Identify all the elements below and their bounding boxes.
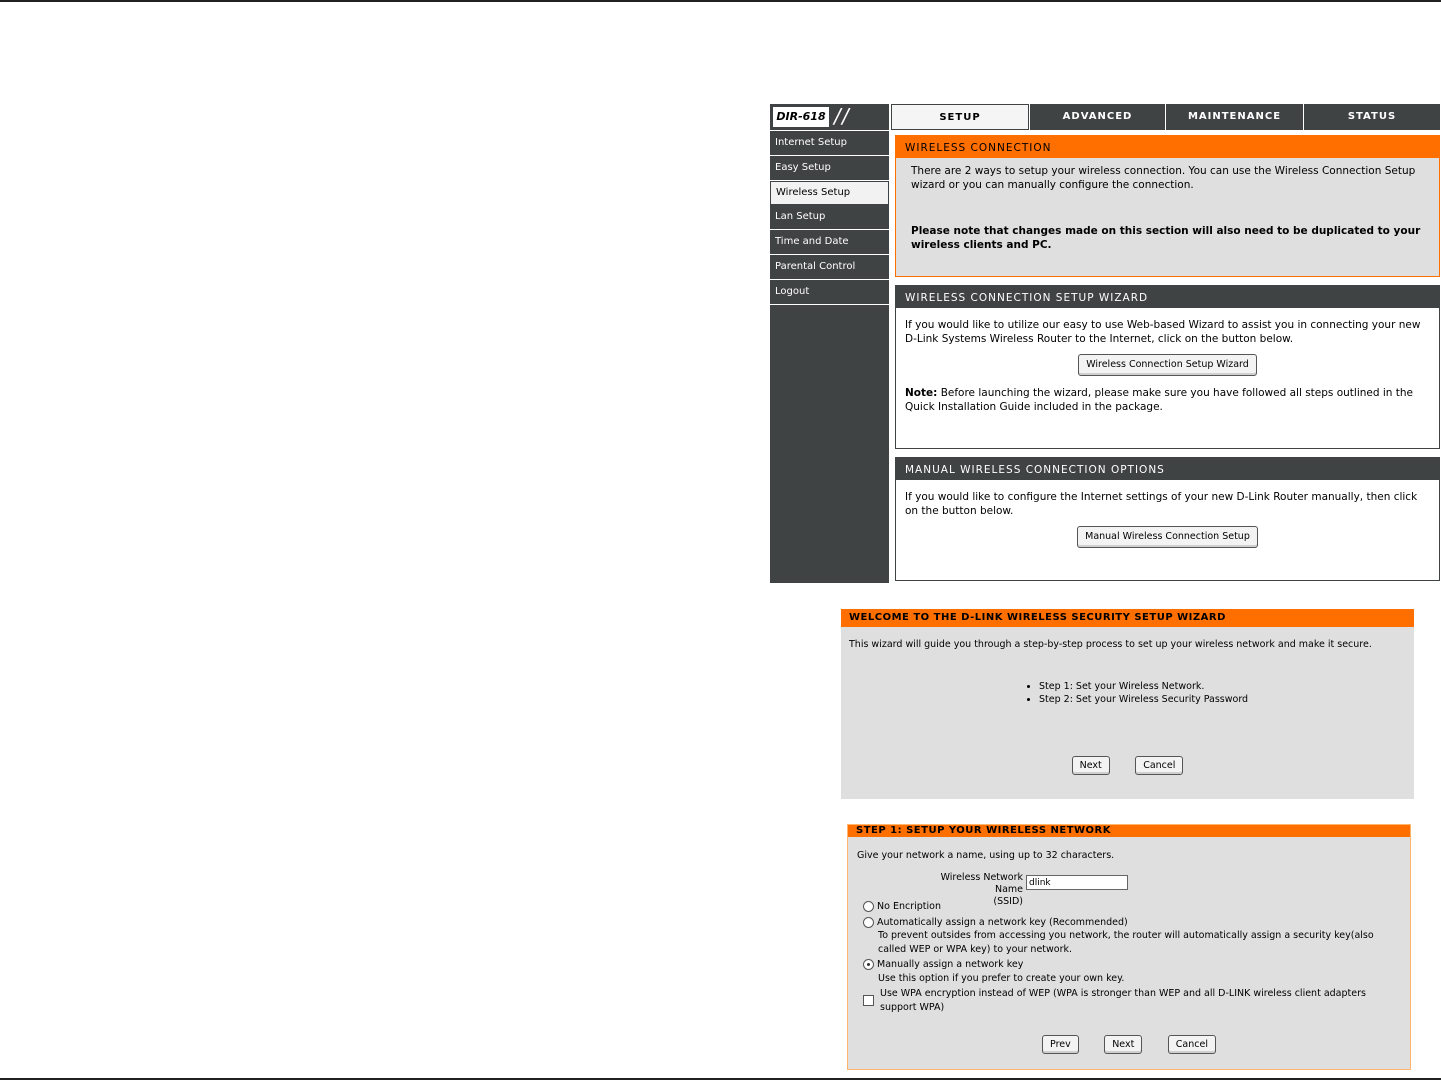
list-item: • Step 1: Set your Wireless Network. <box>1039 680 1414 693</box>
top-tabs <box>891 104 1440 130</box>
ssid-input[interactable] <box>1026 875 1128 890</box>
sidebar-item-lan-setup[interactable]: Lan Setup <box>770 205 889 230</box>
use-wpa-label: Use WPA encryption instead of WEP (WPA is stronger than WEP and all D-LINK wireless client adapters support WPA) <box>880 988 1366 1013</box>
manual-key-radio[interactable] <box>863 959 874 970</box>
next-button[interactable]: Next <box>1072 756 1110 775</box>
welcome-wizard-panel <box>841 609 1414 799</box>
sidebar-item-logout[interactable]: Logout <box>770 280 889 305</box>
manual-wireless-connection-setup-button[interactable]: Manual Wireless Connection Setup <box>1077 526 1258 548</box>
security-options <box>848 900 1410 1014</box>
list-item: • Step 2: Set your Wireless Security Password <box>1039 693 1414 706</box>
tab-setup[interactable]: SETUP <box>891 104 1029 130</box>
steps-list <box>841 680 1414 706</box>
cancel-button[interactable]: Cancel <box>1168 1035 1216 1054</box>
router-setup-page <box>770 104 1440 583</box>
no-encryption-radio[interactable] <box>863 901 874 912</box>
auto-key-radio[interactable] <box>863 917 874 928</box>
sidebar-item-parental-control[interactable]: Parental Control <box>770 255 889 280</box>
wizard-note <box>905 386 1430 414</box>
panel-title: MANUAL WIRELESS CONNECTION OPTIONS <box>896 458 1439 480</box>
next-button[interactable]: Next <box>1104 1035 1142 1054</box>
tab-maintenance[interactable]: MAINTENANCE <box>1165 104 1303 130</box>
panel-title: WIRELESS CONNECTION <box>896 136 1439 158</box>
panel-title: WIRELESS CONNECTION SETUP WIZARD <box>896 286 1439 308</box>
ssid-label: Wireless Network Name <box>940 872 1023 895</box>
note-body: Before launching the wizard, please make sure you have followed all steps outlined in the Quick Installation Guide included in the package. <box>905 387 1414 413</box>
model-label: DIR-618 <box>773 107 829 127</box>
sidebar-item-easy-setup[interactable]: Easy Setup <box>770 156 889 181</box>
tab-status[interactable]: STATUS <box>1303 104 1440 130</box>
note-text: Please note that changes made on this section will also need to be duplicated to your wireless clients and PC. <box>911 225 1421 251</box>
logo <box>770 104 890 130</box>
sidebar-item-wireless-setup[interactable]: Wireless Setup <box>770 181 889 205</box>
note-label: Note: <box>905 387 938 399</box>
manual-options-panel <box>895 457 1440 581</box>
manual-description: If you would like to configure the Internet settings of your new D-Link Router manually, then click on the button below. <box>905 491 1418 517</box>
panel-title: STEP 1: SETUP YOUR WIRELESS NETWORK <box>848 825 1410 837</box>
use-wpa-checkbox[interactable] <box>863 995 874 1006</box>
sidebar <box>770 131 889 583</box>
wireless-connection-setup-wizard-button[interactable]: Wireless Connection Setup Wizard <box>1078 354 1257 376</box>
main-content <box>895 135 1440 581</box>
wizard-description: If you would like to utilize our easy to use Web-based Wizard to assist you in connecting your new D-Link Systems Wireless Router to the Internet, click on the button below. <box>905 319 1421 345</box>
prev-button[interactable]: Prev <box>1042 1035 1079 1054</box>
bottom-rule <box>0 1078 1441 1080</box>
auto-key-label: Automatically assign a network key (Recommended) <box>877 916 1128 928</box>
logo-slash-icon: / <box>842 104 849 128</box>
setup-wizard-panel <box>895 285 1440 449</box>
sidebar-item-time-and-date[interactable]: Time and Date <box>770 230 889 255</box>
step1-description: Give your network a name, using up to 32 characters. <box>857 850 1115 861</box>
manual-key-label: Manually assign a network key <box>877 959 1024 970</box>
welcome-description: This wizard will guide you through a step-by-step process to set up your wireless network and make it secure. <box>849 639 1372 650</box>
wireless-connection-panel <box>895 135 1440 277</box>
step1-panel <box>847 824 1411 1070</box>
sidebar-item-internet-setup[interactable]: Internet Setup <box>770 131 889 156</box>
intro-text: There are 2 ways to setup your wireless connection. You can use the Wireless Connection Setup wizard or you can manually configure the connection. <box>911 165 1416 191</box>
cancel-button[interactable]: Cancel <box>1135 756 1183 775</box>
manual-key-description: Use this option if you prefer to create your own key. <box>878 972 1125 984</box>
top-rule <box>0 0 1441 2</box>
panel-title: WELCOME TO THE D-LINK WIRELESS SECURITY SETUP WIZARD <box>841 609 1414 627</box>
no-encryption-label: No Encription <box>877 901 941 912</box>
ssid-sublabel: (SSID) <box>993 896 1023 907</box>
tab-advanced[interactable]: ADVANCED <box>1029 104 1165 130</box>
auto-key-description: To prevent outsides from accessing you network, the router will automatically assign a security key(also called WEP or WPA key) to your network. <box>878 930 1374 955</box>
logo-slash-icon: / <box>834 104 841 128</box>
